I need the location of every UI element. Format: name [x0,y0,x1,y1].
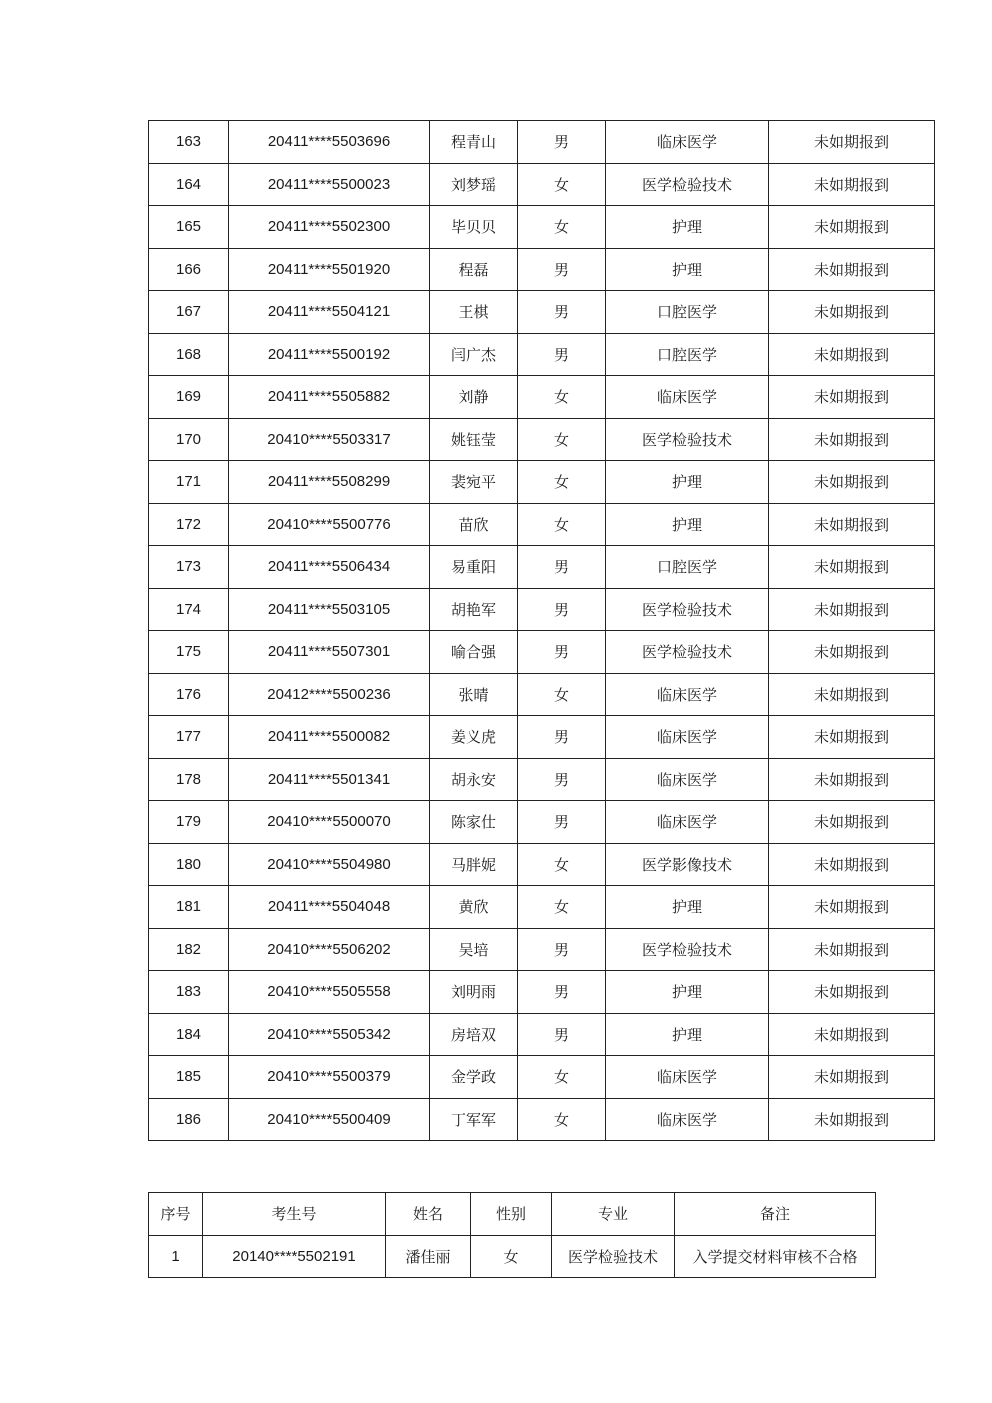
cell-remark: 未如期报到 [769,291,935,334]
cell-major: 口腔医学 [606,546,769,589]
table-row [149,248,935,291]
table-row [149,503,935,546]
cell-name: 吴培 [430,928,518,971]
table-header-row [149,1193,876,1236]
cell-index: 175 [149,631,229,674]
cell-gender: 男 [518,971,606,1014]
cell-name: 易重阳 [430,546,518,589]
cell-exam-id: 20411****5501920 [229,248,430,291]
table-row [149,121,935,164]
cell-index: 167 [149,291,229,334]
cell-index: 170 [149,418,229,461]
cell-index: 164 [149,163,229,206]
cell-remark: 未如期报到 [769,631,935,674]
cell-major: 临床医学 [606,716,769,759]
cell-major: 口腔医学 [606,333,769,376]
cell-exam-id: 20140****5502191 [203,1235,386,1278]
cell-name: 房培双 [430,1013,518,1056]
cell-remark: 未如期报到 [769,163,935,206]
cell-index: 168 [149,333,229,376]
cell-major: 护理 [606,971,769,1014]
cell-gender: 女 [518,418,606,461]
table-row [149,801,935,844]
header-cell-remark: 备注 [675,1193,876,1236]
cell-index: 179 [149,801,229,844]
cell-gender: 女 [518,206,606,249]
cell-index: 182 [149,928,229,971]
cell-major: 护理 [606,206,769,249]
cell-name: 苗欣 [430,503,518,546]
cell-exam-id: 20410****5506202 [229,928,430,971]
cell-gender: 男 [518,588,606,631]
cell-index: 163 [149,121,229,164]
table-row [149,631,935,674]
cell-index: 184 [149,1013,229,1056]
cell-name: 闫广杰 [430,333,518,376]
header-cell-gender: 性别 [471,1193,552,1236]
cell-major: 口腔医学 [606,291,769,334]
cell-remark: 未如期报到 [769,588,935,631]
cell-name: 姜义虎 [430,716,518,759]
cell-exam-id: 20410****5505342 [229,1013,430,1056]
cell-gender: 男 [518,546,606,589]
cell-remark: 未如期报到 [769,418,935,461]
cell-name: 陈家仕 [430,801,518,844]
cell-remark: 未如期报到 [769,886,935,929]
table-row [149,1098,935,1141]
cell-remark: 未如期报到 [769,121,935,164]
cell-major: 医学检验技术 [606,631,769,674]
table-row [149,163,935,206]
main-table [148,120,935,1141]
table-row [149,376,935,419]
cell-gender: 女 [518,1098,606,1141]
table-row [149,1056,935,1099]
cell-remark: 未如期报到 [769,1013,935,1056]
cell-remark: 未如期报到 [769,333,935,376]
cell-name: 王棋 [430,291,518,334]
cell-major: 医学检验技术 [606,928,769,971]
table-row [149,461,935,504]
cell-exam-id: 20411****5507301 [229,631,430,674]
cell-remark: 未如期报到 [769,206,935,249]
second-table [148,1192,876,1278]
cell-index: 186 [149,1098,229,1141]
header-cell-major: 专业 [552,1193,675,1236]
cell-major: 医学检验技术 [606,588,769,631]
cell-major: 临床医学 [606,758,769,801]
cell-exam-id: 20411****5508299 [229,461,430,504]
cell-name: 张晴 [430,673,518,716]
table-row [149,716,935,759]
cell-name: 潘佳丽 [386,1235,471,1278]
cell-gender: 男 [518,716,606,759]
cell-index: 183 [149,971,229,1014]
cell-index: 178 [149,758,229,801]
cell-gender: 女 [518,163,606,206]
cell-name: 刘梦瑶 [430,163,518,206]
cell-exam-id: 20411****5504121 [229,291,430,334]
cell-index: 185 [149,1056,229,1099]
cell-exam-id: 20410****5500776 [229,503,430,546]
cell-gender: 女 [471,1235,552,1278]
cell-name: 程青山 [430,121,518,164]
cell-remark: 未如期报到 [769,1098,935,1141]
cell-major: 护理 [606,503,769,546]
cell-major: 护理 [606,1013,769,1056]
cell-remark: 未如期报到 [769,971,935,1014]
cell-exam-id: 20411****5505882 [229,376,430,419]
cell-name: 姚钰莹 [430,418,518,461]
cell-index: 173 [149,546,229,589]
cell-index: 1 [149,1235,203,1278]
cell-major: 临床医学 [606,1056,769,1099]
cell-major: 临床医学 [606,121,769,164]
table-row [149,971,935,1014]
cell-gender: 女 [518,673,606,716]
cell-gender: 男 [518,291,606,334]
table-row [149,588,935,631]
cell-major: 临床医学 [606,801,769,844]
cell-exam-id: 20411****5501341 [229,758,430,801]
cell-index: 180 [149,843,229,886]
cell-gender: 男 [518,758,606,801]
cell-index: 181 [149,886,229,929]
cell-remark: 未如期报到 [769,503,935,546]
header-cell-index: 序号 [149,1193,203,1236]
cell-index: 176 [149,673,229,716]
cell-name: 裴宛平 [430,461,518,504]
cell-gender: 女 [518,376,606,419]
cell-exam-id: 20411****5503105 [229,588,430,631]
table-row [149,843,935,886]
cell-gender: 女 [518,461,606,504]
cell-exam-id: 20411****5500023 [229,163,430,206]
header-cell-name: 姓名 [386,1193,471,1236]
cell-gender: 男 [518,333,606,376]
cell-remark: 未如期报到 [769,928,935,971]
cell-gender: 男 [518,121,606,164]
cell-gender: 女 [518,1056,606,1099]
cell-major: 医学影像技术 [606,843,769,886]
cell-major: 医学检验技术 [606,163,769,206]
cell-remark: 未如期报到 [769,376,935,419]
cell-exam-id: 20411****5500192 [229,333,430,376]
table-row [149,1235,876,1278]
cell-exam-id: 20410****5500379 [229,1056,430,1099]
cell-name: 刘静 [430,376,518,419]
cell-exam-id: 20411****5506434 [229,546,430,589]
cell-name: 喻合强 [430,631,518,674]
cell-remark: 未如期报到 [769,801,935,844]
table-row [149,291,935,334]
cell-index: 165 [149,206,229,249]
cell-remark: 未如期报到 [769,546,935,589]
cell-name: 毕贝贝 [430,206,518,249]
table-row [149,333,935,376]
cell-remark: 未如期报到 [769,248,935,291]
cell-major: 临床医学 [606,376,769,419]
cell-gender: 男 [518,1013,606,1056]
cell-remark: 未如期报到 [769,461,935,504]
cell-name: 胡艳军 [430,588,518,631]
cell-index: 177 [149,716,229,759]
table-row [149,546,935,589]
table-row [149,758,935,801]
cell-remark: 未如期报到 [769,716,935,759]
cell-exam-id: 20410****5503317 [229,418,430,461]
cell-gender: 男 [518,248,606,291]
cell-gender: 女 [518,886,606,929]
cell-gender: 男 [518,928,606,971]
cell-index: 166 [149,248,229,291]
cell-exam-id: 20410****5504980 [229,843,430,886]
cell-exam-id: 20410****5505558 [229,971,430,1014]
table-row [149,928,935,971]
second-table-body [149,1235,876,1278]
cell-remark: 未如期报到 [769,843,935,886]
cell-name: 程磊 [430,248,518,291]
cell-index: 172 [149,503,229,546]
cell-gender: 男 [518,631,606,674]
cell-name: 胡永安 [430,758,518,801]
cell-major: 护理 [606,461,769,504]
cell-exam-id: 20411****5500082 [229,716,430,759]
cell-remark: 未如期报到 [769,1056,935,1099]
table-row [149,418,935,461]
cell-exam-id: 20411****5502300 [229,206,430,249]
cell-index: 169 [149,376,229,419]
table-row [149,1013,935,1056]
header-cell-exam-id: 考生号 [203,1193,386,1236]
cell-exam-id: 20411****5504048 [229,886,430,929]
cell-remark: 未如期报到 [769,758,935,801]
cell-name: 马胖妮 [430,843,518,886]
cell-major: 医学检验技术 [606,418,769,461]
cell-exam-id: 20410****5500409 [229,1098,430,1141]
main-table-body [149,121,935,1141]
cell-exam-id: 20412****5500236 [229,673,430,716]
table-row [149,673,935,716]
cell-major: 医学检验技术 [552,1235,675,1278]
cell-exam-id: 20411****5503696 [229,121,430,164]
cell-name: 丁军军 [430,1098,518,1141]
cell-name: 金学政 [430,1056,518,1099]
cell-exam-id: 20410****5500070 [229,801,430,844]
table-row [149,206,935,249]
cell-remark: 未如期报到 [769,673,935,716]
cell-major: 护理 [606,886,769,929]
cell-name: 刘明雨 [430,971,518,1014]
cell-index: 174 [149,588,229,631]
cell-major: 临床医学 [606,673,769,716]
table-row [149,886,935,929]
cell-major: 护理 [606,248,769,291]
cell-index: 171 [149,461,229,504]
cell-gender: 女 [518,843,606,886]
cell-gender: 男 [518,801,606,844]
cell-major: 临床医学 [606,1098,769,1141]
cell-gender: 女 [518,503,606,546]
cell-name: 黄欣 [430,886,518,929]
cell-remark: 入学提交材料审核不合格 [675,1235,876,1278]
